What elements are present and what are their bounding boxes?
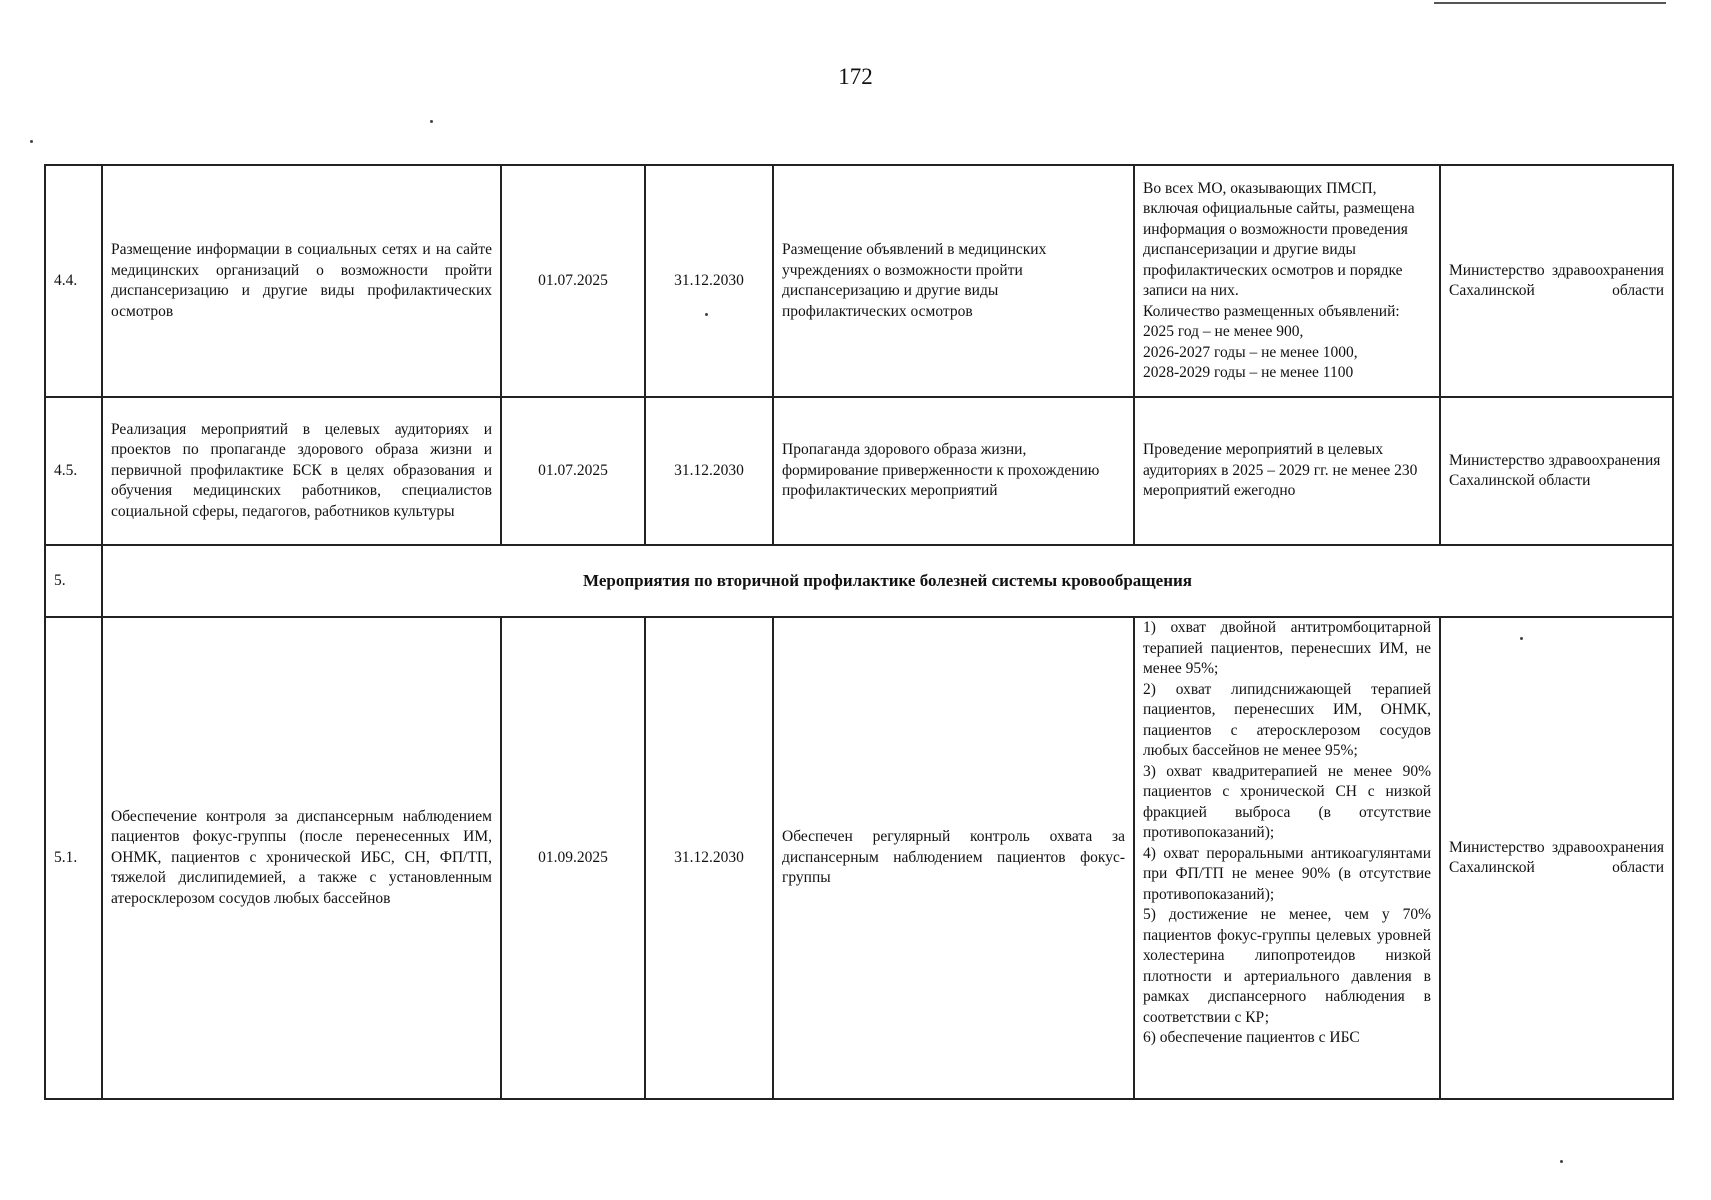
activity-cell: Реализация мероприятий в целевых аудиториях и проектов по пропаганде здорового образа жизни и первичной профилактике БСК в целях образования и обучения медицинских работников, специалистов социальной сферы, педагогов, работников культуры [102,397,501,545]
action-plan-table [44,164,1674,1100]
corner-rule [1434,2,1666,4]
scan-speck [1520,637,1523,640]
result-cell: Обеспечен регулярный контроль охвата за диспансерным наблюдением пациентов фокус-группы [773,617,1134,1099]
section-header-row [45,545,1673,617]
start-date-cell: 01.07.2025 [501,165,645,397]
indicator-cell: Во всех МО, оказывающих ПМСП, включая официальные сайты, размещена информация о возможности проведения диспансеризации и другие виды профилактических осмотров и порядке записи на них. Количество размещенных объявлений: 2025 год – не менее 900, 2026-2027 годы – не менее 1000, 2028-2029 годы – не менее 1100 [1134,165,1440,397]
table-row-4-5 [45,397,1673,545]
page-number: 172 [838,64,873,89]
indicator-cell: 1) охват двойной антитромбоцитарной терапией пациентов, перенесших ИМ, не менее 95%; 2) охват липидснижающей терапией пациентов, перенесших ИМ, ОНМК, пациентов с атеросклерозом сосудов любых бассейнов не менее 95%; 3) охват квадритерапией не менее 90% пациентов с хронической СН с низкой фракцией выброса (в отсутствие противопоказаний); 4) охват пероральными антикоагулянтами при ФП/ТП не менее 90% (в отсутствие противопоказаний); 5) достижение не менее, чем у 70% пациентов фокус-группы целевых уровней холестерина липопротеидов низкой плотности и артериального давления в рамках диспансерного наблюдения в соответствии с КР; 6) обеспечение пациентов с ИБС [1134,617,1440,1099]
row-number: 5.1. [45,617,102,1099]
section-number: 5. [45,545,102,617]
result-cell: Размещение объявлений в медицинских учреждениях о возможности пройти диспансеризацию и другие виды профилактических осмотров [773,165,1134,397]
row-number: 4.4. [45,165,102,397]
activity-cell: Размещение информации в социальных сетях и на сайте медицинских организаций о возможности пройти диспансеризацию и другие виды профилактических осмотров [102,165,501,397]
section-title: Мероприятия по вторичной профилактике болезней системы кровообращения [102,545,1673,617]
responsible-cell: Министерство здравоохранения Сахалинской области [1440,617,1673,1099]
responsible-cell: Министерство здравоохранения Сахалинской области [1440,165,1673,397]
start-date-cell: 01.07.2025 [501,397,645,545]
start-date-cell: 01.09.2025 [501,617,645,1099]
responsible-cell: Министерство здравоохранения Сахалинской области [1440,397,1673,545]
scan-speck [705,313,708,316]
table-row-4-4 [45,165,1673,397]
activity-cell: Обеспечение контроля за диспансерным наблюдением пациентов фокус-группы (после перенесенных ИМ, ОНМК, пациентов с хронической ИБС, СН, ФП/ТП, тяжелой дислипидемией, а также с установленным атеросклерозом сосудов любых бассейнов [102,617,501,1099]
row-number: 4.5. [45,397,102,545]
table-row-5-1 [45,617,1673,1099]
scan-speck [1560,1160,1563,1163]
scan-speck [30,140,33,143]
end-date-cell: 31.12.2030 [645,397,773,545]
indicator-cell: Проведение мероприятий в целевых аудиториях в 2025 – 2029 гг. не менее 230 мероприятий ежегодно [1134,397,1440,545]
end-date-cell: 31.12.2030 [645,165,773,397]
end-date-cell: 31.12.2030 [645,617,773,1099]
result-cell: Пропаганда здорового образа жизни, формирование приверженности к прохождению профилактических мероприятий [773,397,1134,545]
scan-speck [430,120,433,123]
